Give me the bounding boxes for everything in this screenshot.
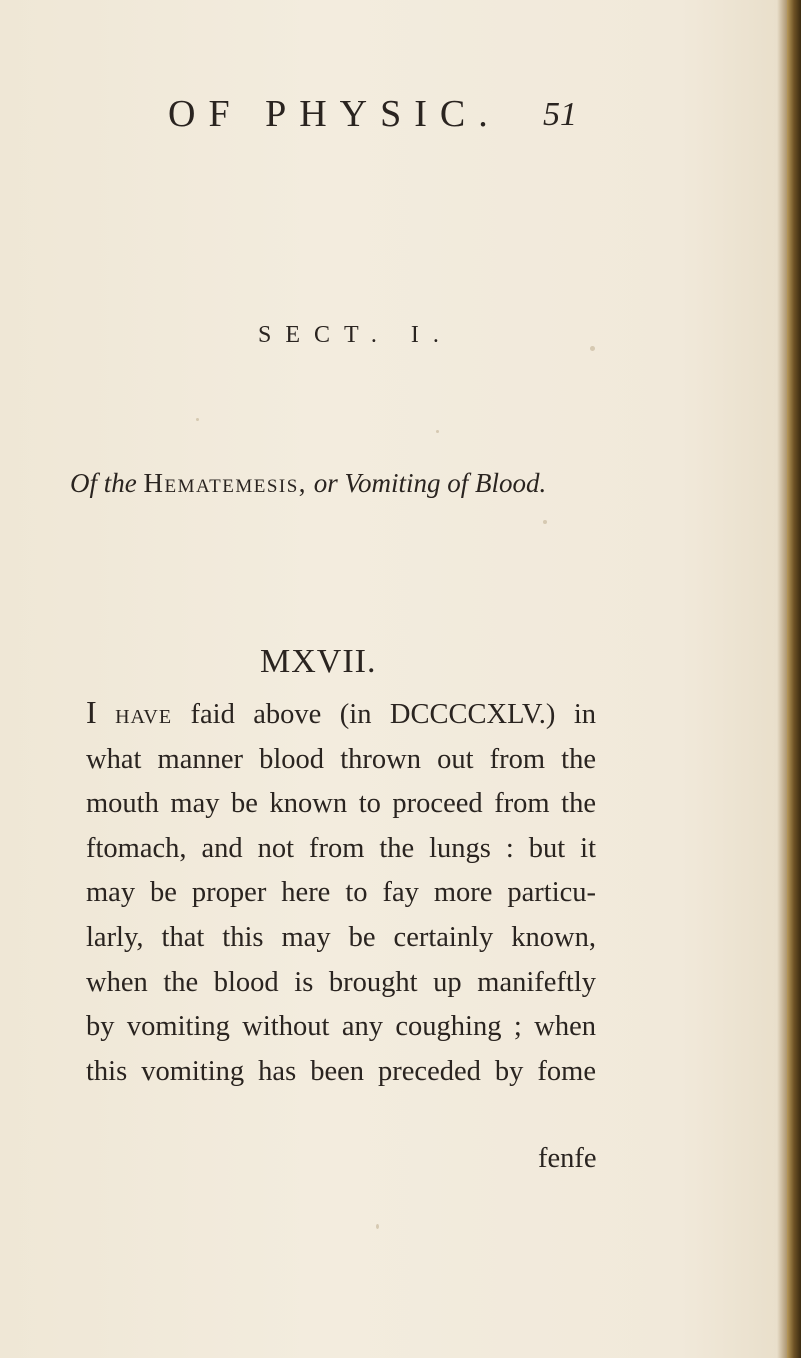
paper-speck	[376, 1224, 379, 1229]
body-line-5: may be proper here to fay more particu-	[86, 877, 596, 909]
book-spine-edge	[787, 0, 801, 1358]
paragraph-number: MXVII.	[260, 643, 377, 680]
paper-speck	[436, 430, 439, 433]
paper-speck	[590, 346, 595, 351]
catchword: fenfe	[538, 1143, 597, 1174]
section-heading: SECT. I.	[258, 322, 453, 348]
running-head	[168, 92, 638, 142]
body-line-6: larly, that this may be certainly known,	[86, 921, 596, 953]
body-line-4: ftomach, and not from the lungs : but it	[86, 832, 596, 864]
body-line-1	[86, 690, 596, 738]
section-subtitle	[70, 468, 730, 499]
subtitle-main: Hematemesis,	[143, 468, 308, 498]
body-line-9: this vomiting has been preceded by fome	[86, 1055, 596, 1087]
page-number: 51	[543, 96, 577, 133]
body-line-2: what manner blood thrown out from the	[86, 743, 596, 775]
paper-speck	[196, 418, 199, 421]
subtitle-prefix: Of the	[70, 468, 137, 498]
body-line-7: when the blood is brought up manifeftly	[86, 966, 596, 998]
running-title: OF PHYSIC.	[168, 93, 501, 135]
body-text	[86, 690, 596, 1094]
paper-speck	[543, 520, 547, 524]
body-line-8: by vomiting without any coughing ; when	[86, 1011, 596, 1043]
body-line-3: mouth may be known to proceed from the	[86, 788, 596, 820]
first-word-rest: have	[115, 699, 173, 730]
initial-letter: I	[86, 694, 97, 730]
subtitle-suffix: or Vomiting of Blood.	[313, 468, 547, 498]
body-line-1-text: faid above (in DCCCCXLV.) in	[190, 699, 597, 730]
